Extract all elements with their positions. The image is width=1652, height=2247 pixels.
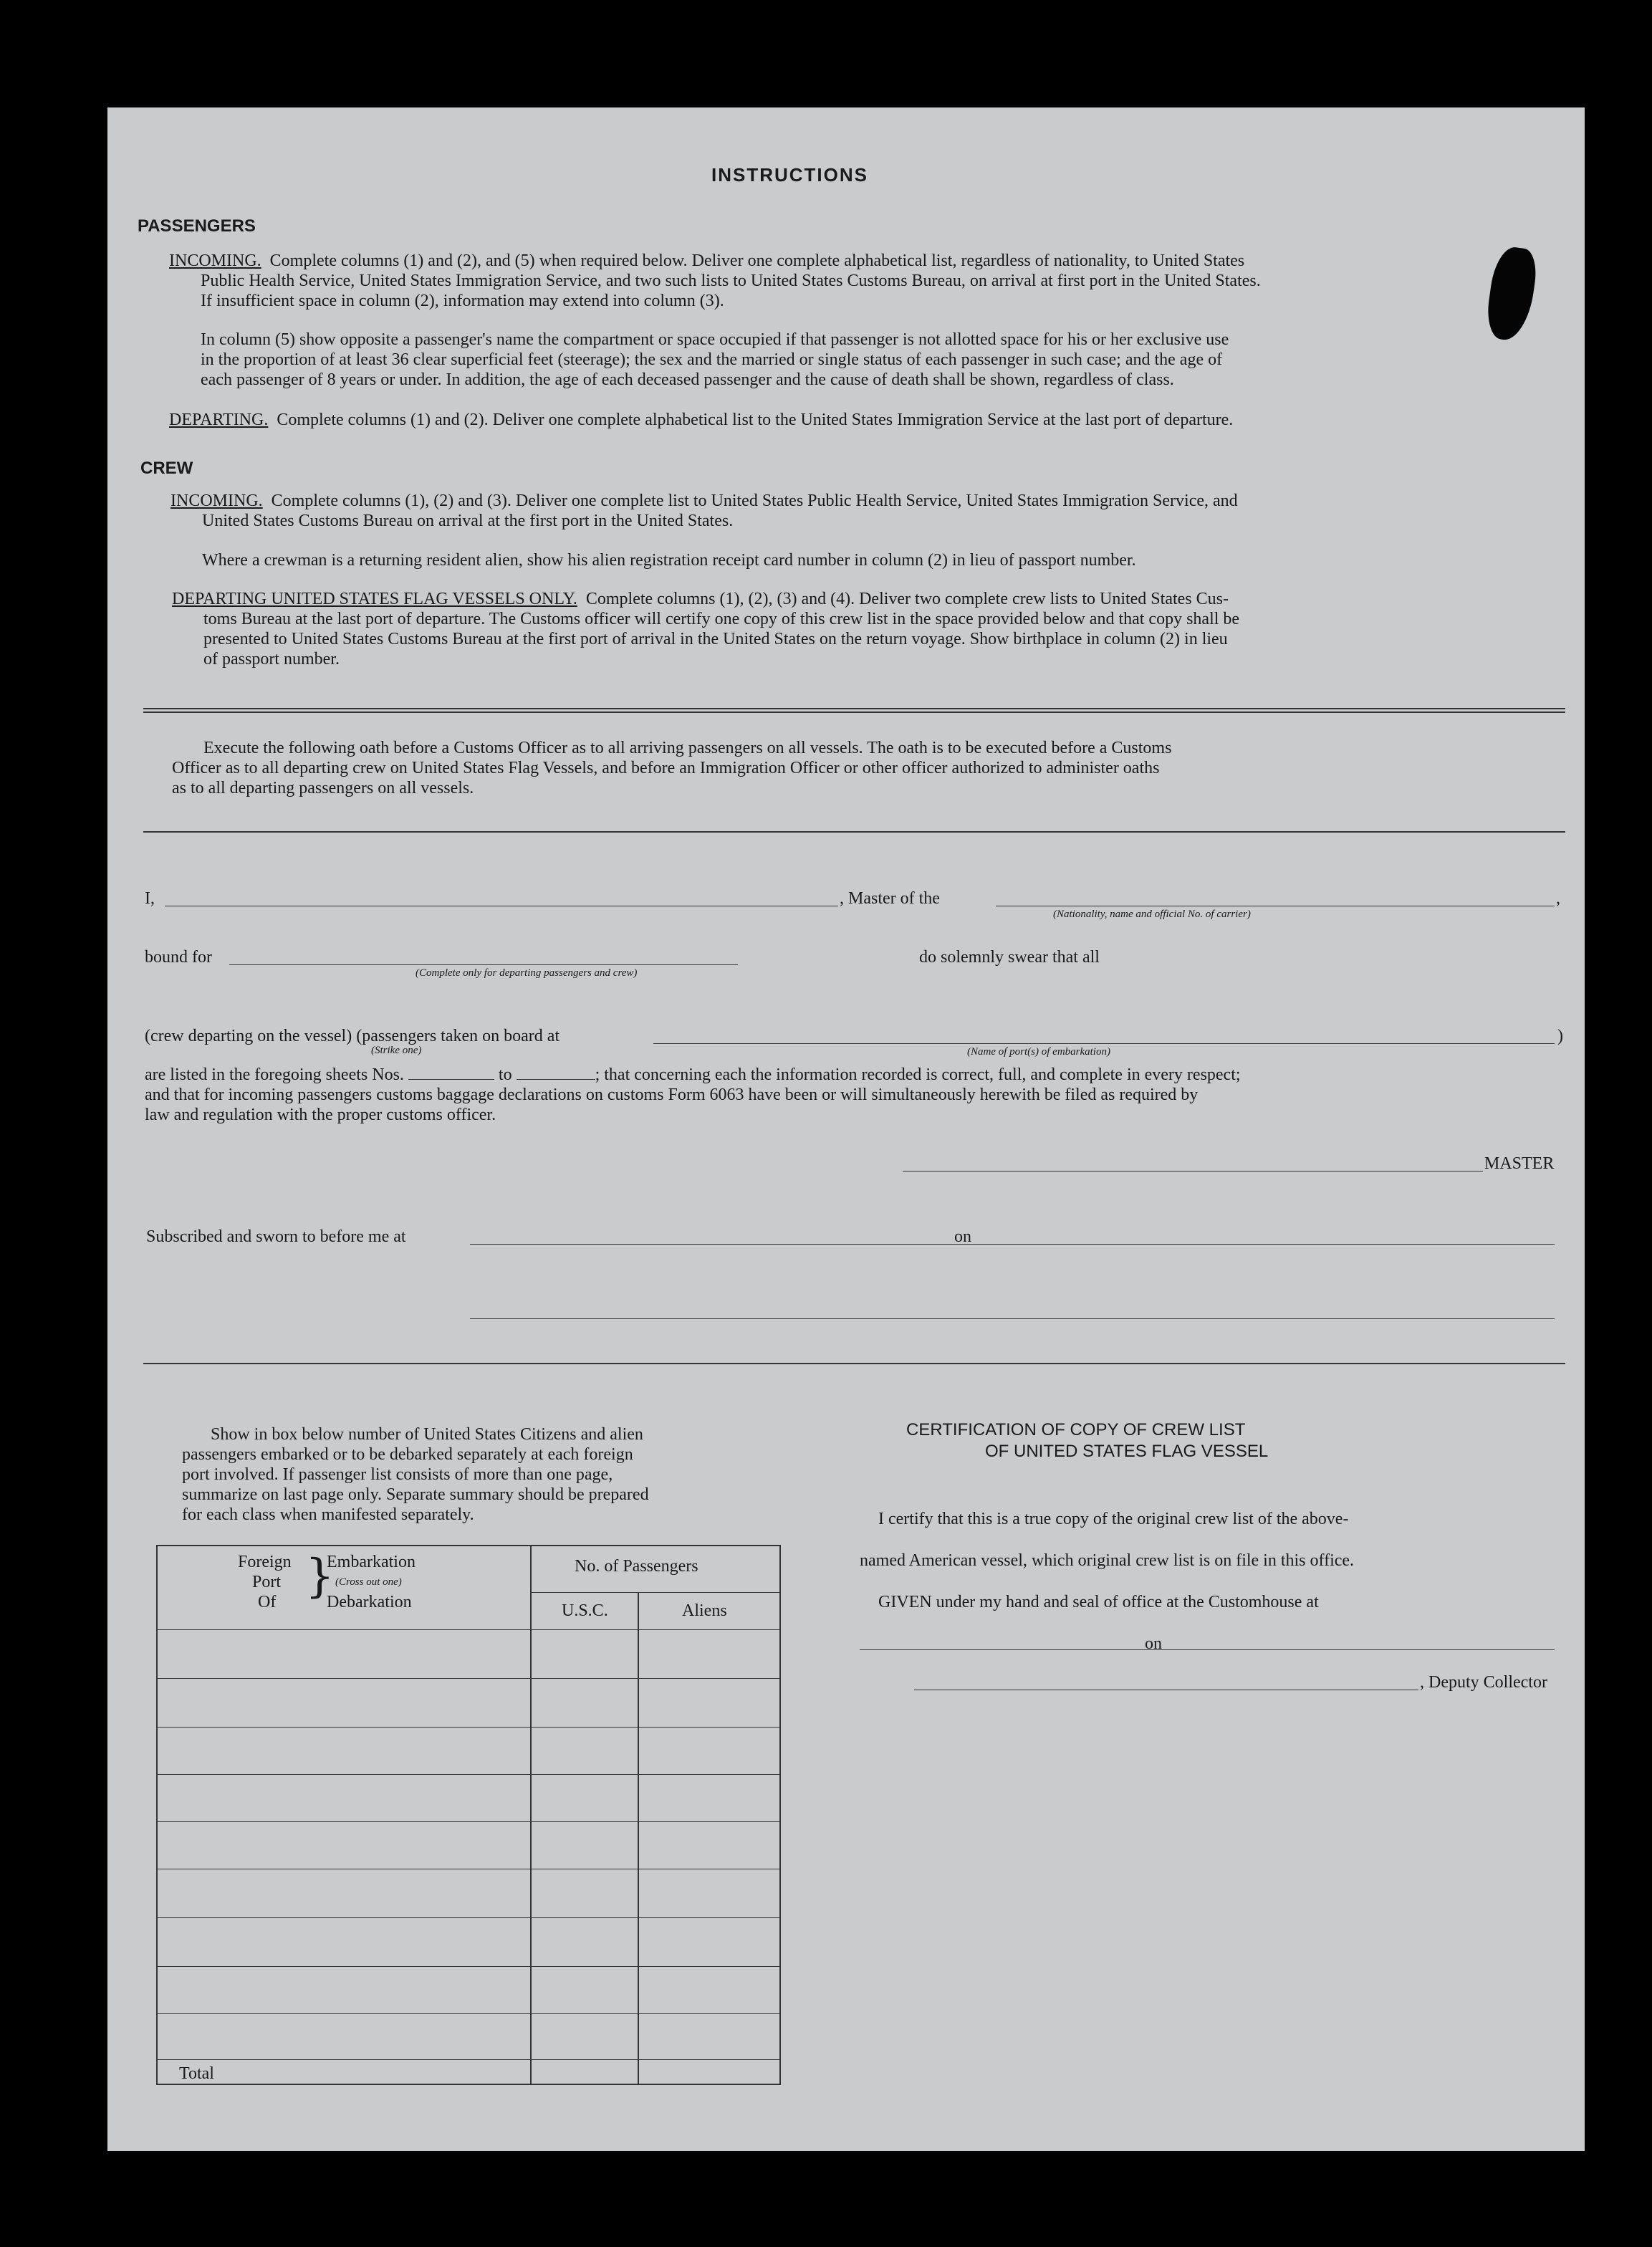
ports-caption: (Name of port(s) of embarkation) (967, 1046, 1110, 1058)
oath-text-2: Officer as to all departing crew on United States Flag Vessels, and before an Immigration Officer or other officer authorized to administer oaths (172, 759, 1160, 777)
listed-text-1: are listed in the foregoing sheets Nos. (145, 1065, 404, 1084)
subscribed-on-label: on (954, 1227, 971, 1246)
of-label: Of (258, 1593, 277, 1611)
strike-one-caption: (Strike one) (371, 1045, 422, 1056)
complete-only-caption: (Complete only for departing passengers and crew) (416, 967, 638, 979)
usc-header: U.S.C. (562, 1601, 608, 1620)
certification-on-label: on (1145, 1634, 1162, 1653)
solemnly-swear-text: do solemnly swear that all (919, 948, 1100, 967)
passengers-incoming-text-1: Complete columns (1) and (2), and (5) when required below. Deliver one complete alphabetical list, regardless of nationality, to United States (269, 251, 1245, 270)
foreign-label: Foreign (238, 1553, 292, 1571)
embarkation-label: Embarkation (327, 1553, 416, 1571)
listed-text-3: and that for incoming passengers customs baggage declarations on customs Form 6063 have been or will simultaneously herewith be filed as required by (145, 1086, 1199, 1104)
master-of-the-label: , Master of the (840, 889, 940, 908)
no-of-passengers-header: No. of Passengers (575, 1557, 698, 1576)
oath-text-3: as to all departing passengers on all vessels. (172, 779, 474, 797)
sworn-date-field[interactable] (980, 1244, 1555, 1245)
certification-text-3: GIVEN under my hand and seal of office at the Customhouse at (878, 1593, 1319, 1611)
crew-incoming-label: INCOMING. (171, 492, 263, 510)
oath-text-1: Execute the following oath before a Customs Officer as to all arriving passengers on all vessels. The oath is to be executed before a Customs (203, 739, 1172, 757)
bound-for-field[interactable] (229, 964, 738, 965)
summary-divider (143, 1363, 1565, 1364)
crew-departing-paragraph (172, 589, 1569, 669)
deputy-collector-label: , Deputy Collector (1420, 1673, 1547, 1692)
master-label: MASTER (1484, 1154, 1555, 1173)
certification-text-1: I certify that this is a true copy of the original crew list of the above- (878, 1510, 1349, 1528)
page-title: INSTRUCTIONS (711, 164, 868, 186)
passengers-incoming-text-2: Public Health Service, United States Immigration Service, and two such lists to United States Customs Bureau, on arrival at first port in the United States. (201, 272, 1261, 290)
passengers-column5-paragraph (201, 330, 1569, 390)
passengers-departing-label: DEPARTING. (169, 411, 269, 429)
column5-text-3: each passenger of 8 years or under. In addition, the age of each deceased passenger and the cause of death shall be shown, regardless of class. (201, 370, 1174, 389)
oath-i-label: I, (145, 889, 155, 908)
certification-title-1: CERTIFICATION OF COPY OF CREW LIST (906, 1420, 1246, 1439)
column5-text-2: in the proportion of at least 36 clear superficial feet (steerage); the sex and the married or single status of each passenger in such case; and the age of (201, 350, 1223, 369)
summary-text-2: passengers embarked or to be debarked separately at each foreign (182, 1445, 633, 1464)
summary-text-5: for each class when manifested separately. (182, 1505, 474, 1524)
passengers-departing-paragraph (169, 410, 1566, 430)
certification-text-2: named American vessel, which original crew list is on file in this office. (860, 1551, 1355, 1570)
crew-departing-text-4: of passport number. (203, 650, 340, 669)
sheet-to-field[interactable] (517, 1079, 595, 1080)
passengers-incoming-paragraph (169, 251, 1566, 311)
passengers-heading: PASSENGERS (138, 216, 256, 236)
summary-text-3: port involved. If passenger list consists of more than one page, (182, 1465, 613, 1484)
certification-date-field[interactable] (1171, 1649, 1555, 1650)
crew-incoming-text-1: Complete columns (1), (2) and (3). Deliver one complete list to United States Public Health Service, United States Immigration Service, and (271, 492, 1238, 510)
passengers-incoming-text-3: If insufficient space in column (2), information may extend into column (3). (201, 292, 724, 310)
oath-instructions (172, 738, 1565, 798)
oath-divider (143, 831, 1565, 833)
close-paren: ) (1557, 1027, 1563, 1045)
master-signature-field[interactable] (903, 1171, 1483, 1172)
ports-of-embarkation-field[interactable] (653, 1043, 1555, 1044)
section-divider (143, 712, 1565, 713)
listed-text-4: law and regulation with the proper customs officer. (145, 1106, 496, 1124)
summary-instructions (182, 1424, 855, 1525)
aliens-header: Aliens (682, 1601, 727, 1620)
sheet-from-field[interactable] (408, 1079, 494, 1080)
nationality-caption: (Nationality, name and official No. of carrier) (1053, 909, 1251, 920)
certification-title-2: OF UNITED STATES FLAG VESSEL (985, 1442, 1269, 1461)
bound-for-label: bound for (145, 948, 212, 967)
debarkation-label: Debarkation (327, 1593, 412, 1611)
listed-text-2: ; that concerning each the information recorded is correct, full, and complete in every respect; (595, 1065, 1241, 1084)
crew-departing-text: (crew departing on the vessel) (passengers taken on board at (145, 1027, 560, 1045)
summary-text-1: Show in box below number of United States Citizens and alien (211, 1425, 643, 1444)
crew-departing-text-1: Complete columns (1), (2), (3) and (4). Deliver two complete crew lists to United States Cus- (585, 590, 1229, 608)
passenger-summary-table (156, 1545, 781, 2085)
crew-heading: CREW (140, 459, 193, 478)
crew-incoming-paragraph (171, 491, 1567, 531)
crew-departing-text-2: toms Bureau at the last port of departure. The Customs officer will certify one copy of this crew list in the space provided below and that copy shall be (203, 610, 1240, 628)
brace-icon: } (305, 1550, 335, 1603)
port-label: Port (252, 1573, 282, 1591)
column5-text-1: In column (5) show opposite a passenger's name the compartment or space occupied if that passenger is not allotted space for his or her exclusive use (201, 330, 1229, 349)
section-divider (143, 708, 1565, 709)
to-label: to (498, 1065, 512, 1084)
passengers-departing-text: Complete columns (1) and (2). Deliver one complete alphabetical list to the United States Immigration Service at the last port of departure. (277, 411, 1234, 429)
crew-incoming-text-2: United States Customs Bureau on arrival at the first port in the United States. (202, 512, 734, 530)
total-label: Total (179, 2064, 214, 2083)
crew-departing-text-3: presented to United States Customs Bureau at the first port of arrival in the United States on the return voyage. Show birthplace in column (2) in lieu (203, 630, 1228, 648)
listed-paragraph (145, 1065, 1570, 1125)
summary-text-4: summarize on last page only. Separate summary should be prepared (182, 1485, 649, 1504)
officer-signature-field[interactable] (470, 1318, 1555, 1319)
passengers-incoming-label: INCOMING. (169, 251, 261, 270)
cross-out-caption: (Cross out one) (335, 1576, 402, 1588)
crew-alien-text: Where a crewman is a returning resident alien, show his alien registration receipt card number in column (2) in lieu of passport number. (202, 551, 1136, 570)
form-page: INSTRUCTIONS PASSENGERS INCOMING. Complete columns (1) and (2), and (5) when required below. Deliver one complete alphabetical list, regardless of nationality, to United States Public Health Service, United States Immigration Service, and two such lists to United States Customs Bureau, on arrival at first port in the United States. If insufficient space in column (2), information may extend into column (3). In column (5) show opposite a passenger's name the compartment or space occupied if that passenger is not allotted space for his or her exclusive use in the proportion of at least 36 clear superficial feet (steerage); the sex and the married or single status of each passenger in such case; and the age of each passenger of 8 years or under. In addition, the age of each deceased passenger and the cause of death shall be shown, regardless of class. DEPARTING. Complete columns (1) and (2). Deliver one complete alphabetical list to the United States Immigration Service at the last port of departure. CREW INCOMING. Complete columns (1), (2) and (3). Deliver one complete list to United States Public Health Service, United States Immigration Service, and United States Customs Bureau on arrival at the first port in the United States. Where a crewman is a returning resident alien, show his alien registration receipt card number in column (2) in lieu of passport number. DEPARTING UNITED STATES FLAG VESSELS ONLY. Complete columns (1), (2), (3) and (4). Deliver two complete crew lists to United States Cus- toms Bureau at the last port of departure. The Customs officer will certify one copy of this crew list in the space provided below and that copy shall be presented to United States Customs Bureau at the first port of arrival in the United States on the return voyage. Show birthplace in column (2) in lieu of passport number. Execute the following oath before a Customs Officer as to all arriving passengers on all vessels. The oath is to be executed before a Customs Officer as to all departing crew on United States Flag Vessels, and before an Immigration Officer or other officer authorized to administer oaths as to all departing passengers on all vessels. I, , Master of the , (Nationality, name and official No. of carrier) bound for (Complete only for departing passengers and crew) do solemnly swear that all (crew departing on the vessel) (passengers taken on board at (Strike one) ) (Name of port(s) of embarkation) are listed in the foregoing sheets Nos. to ; that concerning each the information recorded is correct, full, and complete in every respect; and that for incoming passengers customs baggage declarations on customs Form 6063 have been or will simultaneously herewith be filed as required by law and regulation with the proper customs officer. MASTER Subscribed and sworn to before me at on Show in box below number of United States Citizens and alien passengers embarked or to be debarked separately at each foreign port involved. If passenger list consists of more than one page, summarize on last page only. Separate summary should be prepared for each class when manifested separately. Foreign Port Of } Embarkation (Cross out one) Debarkation No. of Passengers U.S.C. Aliens Total CERTIFICATION OF COPY OF CREW LIST OF UNITED STATES FLAG VESSEL I certify that this is a true copy of the original crew list of the above- named American vessel, which original crew list is on file in this office. GIVEN under my hand and seal of office at the Customhouse at on , Deputy Collector (107, 107, 1585, 2151)
crew-departing-label: DEPARTING UNITED STATES FLAG VESSELS ONLY. (172, 590, 577, 608)
subscribed-label: Subscribed and sworn to before me at (146, 1227, 406, 1246)
